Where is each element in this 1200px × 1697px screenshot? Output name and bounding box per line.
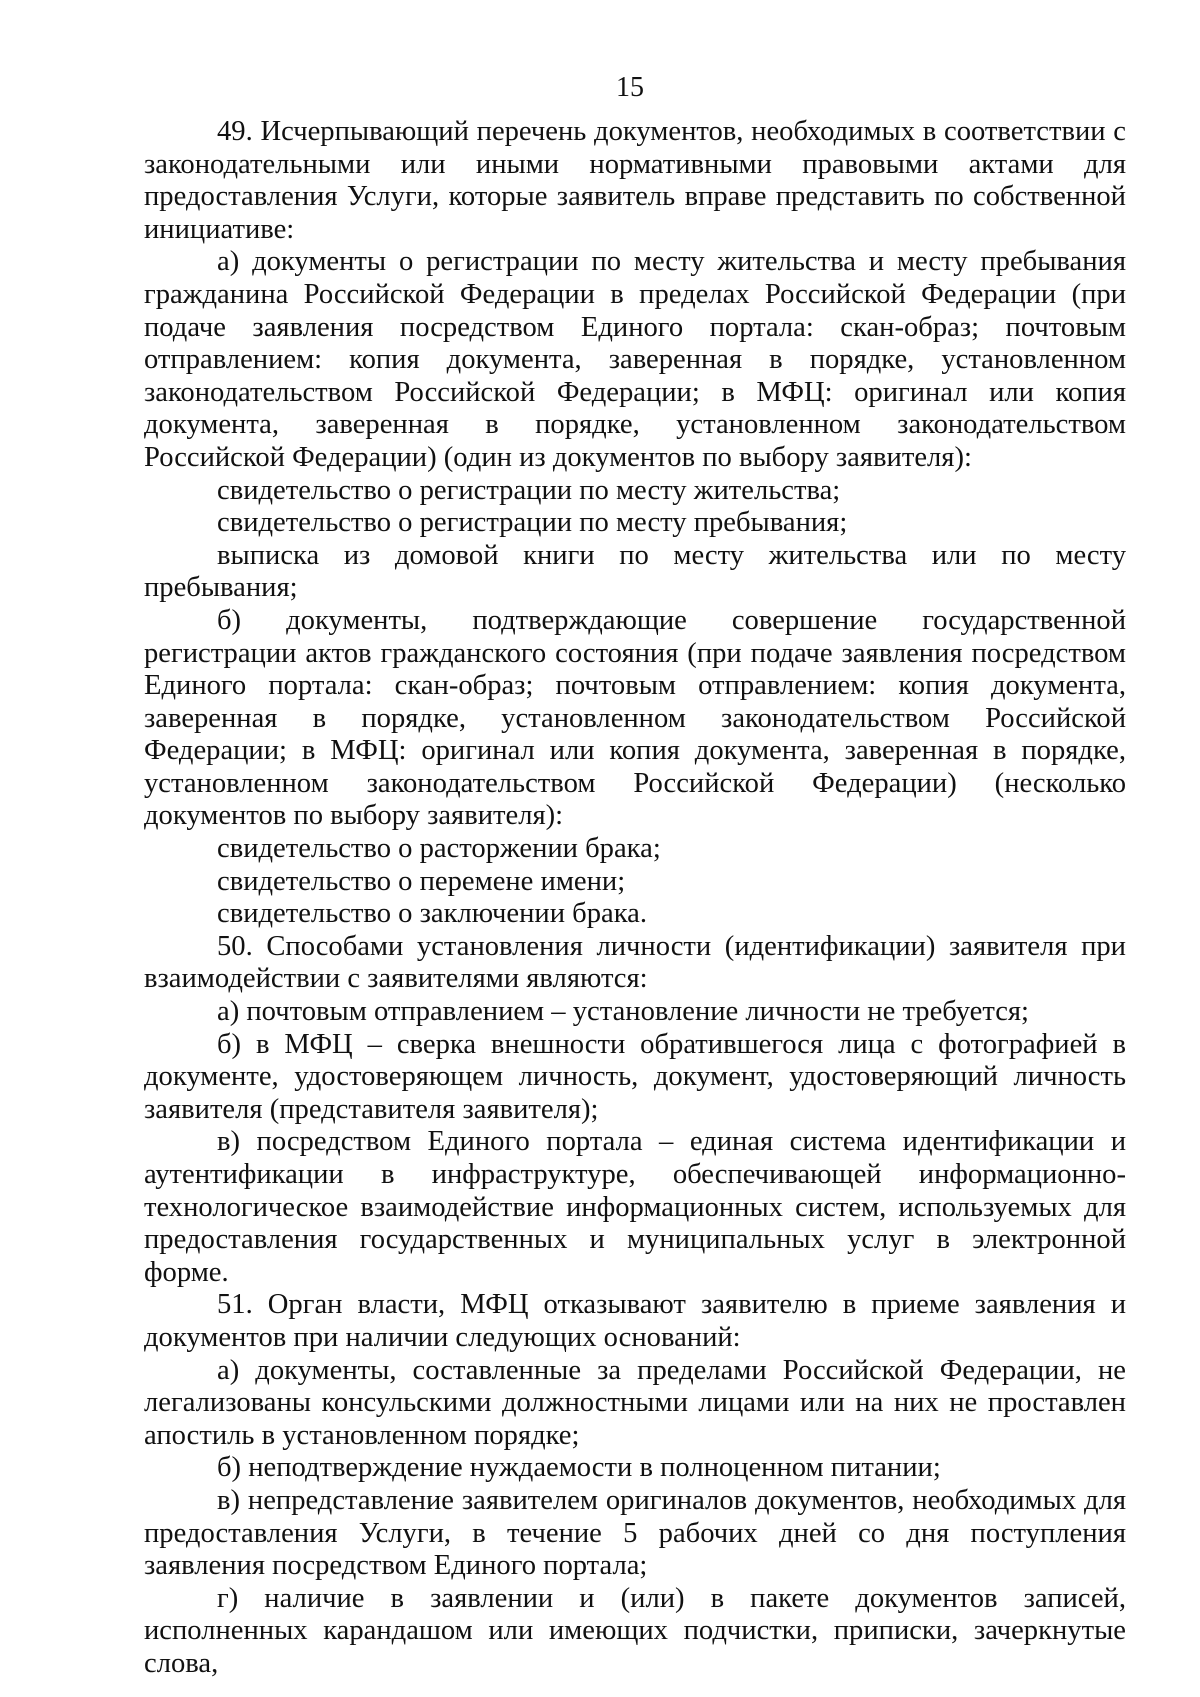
paragraph-51-c: в) непредставление заявителем оригиналов документов, необходимых для предоставления Услуги, в течение 5 рабочих дней со дня поступления заявления посредством Единого портала;	[144, 1484, 1126, 1582]
paragraph-50-a: а) почтовым отправлением – установление личности не требуется;	[217, 996, 1029, 1028]
paragraph-51-b: б) неподтверждение нуждаемости в полноценном питании;	[217, 1452, 941, 1484]
page-number: 15	[616, 72, 644, 103]
paragraph-51-a: а) документы, составленные за пределами Российской Федерации, не легализованы консульскими должностными лицами или на них не проставлен апостиль в установленном порядке;	[144, 1354, 1126, 1451]
paragraph-49-a: а) документы о регистрации по месту жительства и месту пребывания гражданина Российской Федерации в пределах Российской Федерации (при подаче заявления посредством Единого портала: скан-образ; почтовым отправлением: копия документа, заверенная в порядке, установленном законодательством Российской Федерации; в МФЦ: оригинал или копия документа, заверенная в порядке, установленном законодательством Российской Федерации) (один из документов по выбору заявителя):	[144, 246, 1126, 473]
paragraph-50-b: б) в МФЦ – сверка внешности обратившегося лица с фотографией в документе, удостоверяющем личность, документ, удостоверяющий личность заявителя (представителя заявителя);	[144, 1028, 1126, 1125]
list-item: свидетельство о заключении брака.	[217, 898, 647, 930]
list-item: выписка из домовой книги по месту жительства или по месту пребывания;	[144, 539, 1126, 604]
paragraph-51-d: г) наличие в заявлении и (или) в пакете документов записей, исполненных карандашом или имеющих подчистки, приписки, зачеркнутые слова,	[144, 1582, 1126, 1679]
paragraph-49-intro: 49. Исчерпывающий перечень документов, необходимых в соответствии с законодательными или иными нормативными правовыми актами для предоставления Услуги, которые заявитель вправе представить по собственной инициативе:	[144, 116, 1126, 245]
list-item: свидетельство о регистрации по месту жительства;	[217, 474, 841, 506]
paragraph-50-intro: 50. Способами установления личности (идентификации) заявителя при взаимодействии с заявителями являются:	[144, 930, 1126, 995]
paragraph-50-c: в) посредством Единого портала – единая система идентификации и аутентификации в инфраструктуре, обеспечивающей информационно-технологическое взаимодействие информационных систем, используемых для предоставления государственных и муниципальных услуг в электронной форме.	[144, 1126, 1126, 1288]
list-item: свидетельство о регистрации по месту пребывания;	[217, 507, 848, 539]
paragraph-49-b: б) документы, подтверждающие совершение государственной регистрации актов гражданского состояния (при подаче заявления посредством Единого портала: скан-образ; почтовым отправлением: копия документа, заверенная в порядке, установленном законодательством Российской Федерации; в МФЦ: оригинал или копия документа, заверенная в порядке, установленном законодательством Российской Федерации) (несколько документов по выбору заявителя):	[144, 604, 1126, 832]
document-body	[144, 116, 1126, 1681]
list-item: свидетельство о перемене имени;	[217, 865, 626, 897]
paragraph-51-intro: 51. Орган власти, МФЦ отказывают заявителю в приеме заявления и документов при наличии следующих оснований:	[144, 1289, 1126, 1353]
list-item: свидетельство о расторжении брака;	[217, 833, 661, 865]
